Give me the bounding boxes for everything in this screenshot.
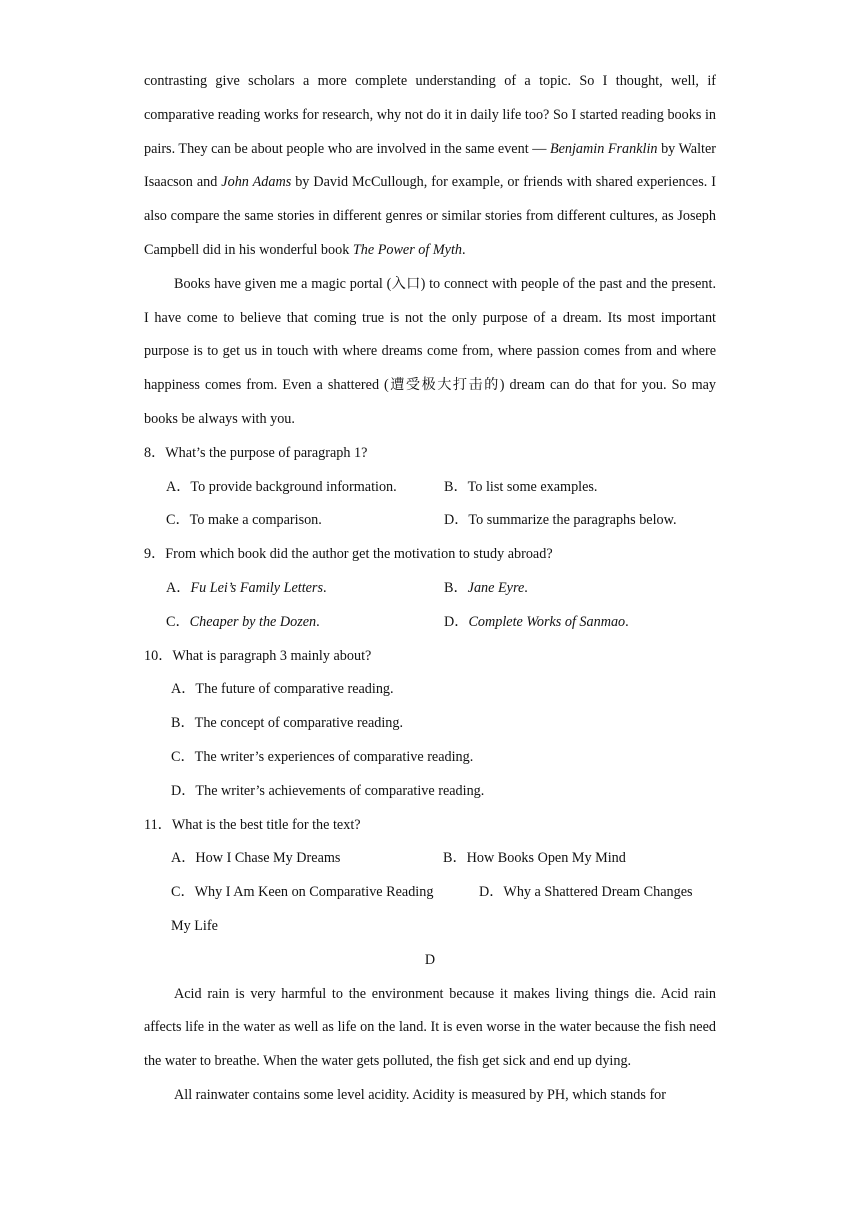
question-9-options-cd [144, 606, 716, 640]
document-page [144, 65, 716, 1113]
question-8-options-cd [144, 504, 716, 538]
passage-d-paragraph-2: All rainwater contains some level acidity. Acidity is measured by PH, which stands for [174, 1086, 666, 1103]
option-b: B．How Books Open My Mind [443, 850, 626, 867]
question-11-options-cd [144, 876, 716, 910]
option-a: A．The future of comparative reading. [171, 681, 394, 698]
option-b: B．To list some examples. [444, 478, 598, 495]
passage-d-paragraph-1: Acid rain is very harmful to the environment because it makes living things die. Acid rain affects life in the water as well as life on the land. It is even worse in the water because the fish need the water to breathe. When the water gets polluted, the fish get sick and end up dying. [144, 985, 716, 1070]
question-8-options-ab [144, 471, 716, 505]
question-9-options-ab [144, 572, 716, 606]
question-11-options-ab [144, 842, 716, 876]
book-title: The Power of Myth [352, 241, 463, 258]
option-c: C．Why I Am Keen on Comparative Reading [171, 884, 434, 901]
option-d: D．Why a Shattered Dream Changes [479, 884, 693, 901]
question-10-stem: 10．What is paragraph 3 mainly about? [144, 647, 372, 664]
option-d: D．The writer’s achievements of comparative reading. [171, 782, 485, 799]
passage-c-last-paragraph: Books have given me a magic portal (入口) to connect with people of the past and the present. I have come to believe that coming true is not the only purpose of a dream. Its most important purpose is to get us in touch with where dreams come from, where passion comes from and where happiness comes from. Even a shattered (遭受极大打击的) dream can do that for you. So may books be always with you. [144, 275, 716, 427]
question-11-stem: 11．What is the best title for the text? [144, 816, 361, 833]
question-8-stem: 8．What’s the purpose of paragraph 1? [144, 444, 368, 461]
option-d: D．To summarize the paragraphs below. [444, 512, 677, 529]
option-b: B．Jane Eyre. [444, 579, 528, 596]
passage-c-paragraph-end: contrasting give scholars a more complete understanding of a topic. So I thought, well, if comparative reading works for research, why not do it in daily life too? So I started reading books in pairs. They can be about people who are involved in the same event — Benjamin Franklin by Walter Isaacson and John Adams by David McCullough, for example, or friends with shared experiences. I also compare the same stories in different genres or similar stories from different cultures, as Joseph Campbell did in his wonderful book The Power of Myth. [144, 73, 716, 258]
question-9-stem: 9．From which book did the author get the motivation to study abroad? [144, 546, 553, 563]
section-label-d: D [424, 951, 436, 968]
option-b: B．The concept of comparative reading. [171, 715, 404, 732]
option-c: C．Cheaper by the Dozen. [166, 613, 320, 630]
option-a: A．How I Chase My Dreams [171, 850, 341, 867]
option-c: C．The writer’s experiences of comparative reading. [171, 748, 474, 765]
option-c: C．To make a comparison. [166, 512, 322, 529]
option-a: A．Fu Lei’s Family Letters. [166, 579, 327, 596]
option-d: D．Complete Works of Sanmao. [444, 613, 629, 630]
option-a: A．To provide background information. [166, 478, 397, 495]
book-title: Benjamin Franklin [549, 140, 658, 157]
book-title: John Adams [221, 174, 292, 191]
option-d-continued: My Life [171, 917, 218, 934]
